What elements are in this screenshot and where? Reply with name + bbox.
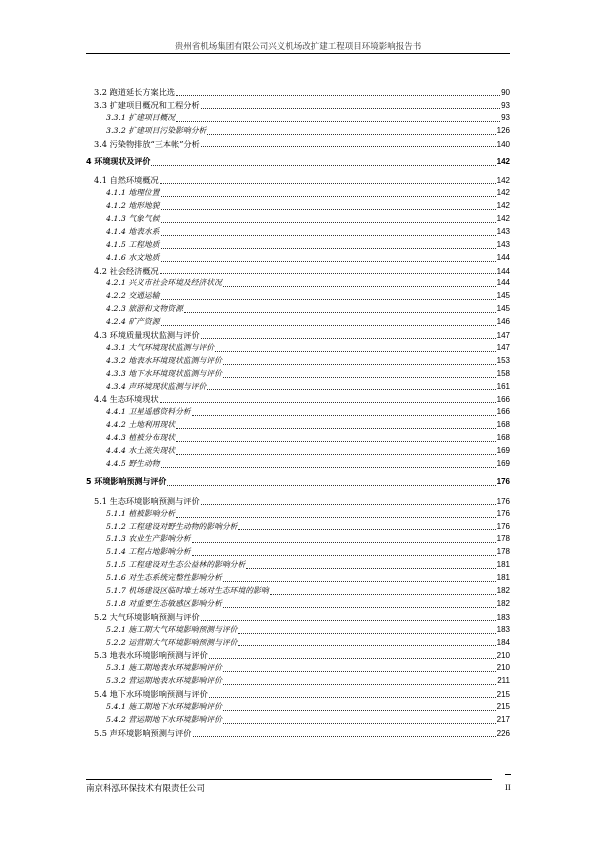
toc-dot-leader bbox=[184, 311, 496, 313]
toc-entry-page: 143 bbox=[496, 239, 510, 249]
toc-entry[interactable] bbox=[86, 495, 510, 508]
toc-entry-page: 210 bbox=[496, 651, 510, 661]
toc-entry-label: 4.1.2 地形地貌 bbox=[106, 201, 160, 211]
toc-entry-page: 142 bbox=[496, 214, 510, 224]
footer-page-number: II bbox=[505, 782, 511, 792]
toc-entry-label: 4.2.3 旅游和文物资源 bbox=[106, 304, 183, 314]
toc-entry[interactable] bbox=[86, 662, 510, 675]
toc-entry-label: 4.4.3 植被分布现状 bbox=[106, 433, 176, 443]
toc-entry[interactable] bbox=[86, 239, 510, 252]
toc-entry[interactable] bbox=[86, 585, 510, 598]
toc-dot-leader bbox=[161, 324, 496, 326]
toc-entry-page: 169 bbox=[496, 446, 510, 456]
toc-entry[interactable] bbox=[86, 381, 510, 394]
toc-entry-label: 4.1.1 地理位置 bbox=[106, 188, 160, 198]
toc-entry-page: 168 bbox=[496, 420, 510, 430]
toc-dot-leader bbox=[176, 516, 496, 518]
toc-entry-page: 182 bbox=[496, 585, 510, 595]
toc-entry[interactable] bbox=[86, 125, 510, 138]
toc-dot-leader bbox=[161, 208, 496, 210]
toc-dot-leader bbox=[238, 632, 495, 634]
toc-dot-leader bbox=[161, 466, 496, 468]
toc-entry[interactable] bbox=[86, 611, 510, 624]
toc-entry-label: 5.3.2 营运期地表水环境影响评价 bbox=[106, 676, 222, 686]
toc-entry[interactable] bbox=[86, 329, 510, 342]
toc-dot-leader bbox=[215, 350, 496, 352]
toc-dot-leader bbox=[207, 388, 495, 390]
toc-entry[interactable] bbox=[86, 99, 510, 112]
toc-entry-page: 176 bbox=[496, 477, 510, 487]
toc-entry-label: 4.2 社会经济概况 bbox=[94, 265, 159, 276]
header-divider bbox=[86, 53, 510, 54]
toc-entry-label: 4.4.4 水土流失现状 bbox=[106, 446, 176, 456]
toc-dot-leader bbox=[160, 272, 496, 274]
toc-entry-label: 4 环境现状及评价 bbox=[86, 156, 151, 166]
toc-entry[interactable] bbox=[86, 445, 510, 458]
toc-entry[interactable] bbox=[86, 406, 510, 419]
toc-entry-label: 5 环境影响预测与评价 bbox=[86, 477, 167, 487]
toc-dot-leader bbox=[209, 657, 496, 659]
toc-dot-leader bbox=[176, 453, 496, 455]
toc-entry[interactable] bbox=[86, 393, 510, 406]
toc-entry-label: 5.4.1 施工期地下水环境影响评价 bbox=[106, 701, 222, 711]
toc-entry-page: 210 bbox=[496, 663, 510, 673]
toc-entry[interactable] bbox=[86, 200, 510, 213]
toc-entry[interactable] bbox=[86, 277, 510, 290]
toc-entry-page: 140 bbox=[496, 139, 510, 149]
toc-entry-page: 181 bbox=[496, 560, 510, 570]
toc-entry-page: 176 bbox=[496, 496, 510, 506]
toc-entry-page: 144 bbox=[496, 252, 510, 262]
toc-entry-page: 184 bbox=[496, 637, 510, 647]
toc-entry[interactable] bbox=[86, 508, 510, 521]
toc-entry-label: 5.4.2 营运期地下水环境影响评价 bbox=[106, 714, 222, 724]
toc-entry[interactable] bbox=[86, 714, 510, 727]
toc-entry[interactable] bbox=[86, 432, 510, 445]
toc-entry-page: 178 bbox=[496, 547, 510, 557]
toc-entry-label: 5.2.2 运营期大气环境影响预测与评价 bbox=[106, 637, 238, 647]
toc-entry-label: 5.4 地下水环境影响预测与评价 bbox=[94, 689, 208, 700]
toc-entry-label: 5.3.1 施工期地表水环境影响评价 bbox=[106, 663, 222, 673]
toc-entry-label: 5.1.1 植被影响分析 bbox=[106, 508, 176, 518]
toc-dot-leader bbox=[161, 247, 496, 249]
toc-entry-page: 169 bbox=[496, 458, 510, 468]
toc-dot-leader bbox=[160, 401, 496, 403]
toc-entry-label: 5.1.4 工程占地影响分析 bbox=[106, 547, 191, 557]
toc-entry-page: 142 bbox=[496, 201, 510, 211]
toc-entry-page: 176 bbox=[496, 508, 510, 518]
toc-dot-leader bbox=[246, 567, 495, 569]
toc-entry-page: 182 bbox=[496, 598, 510, 608]
toc-entry[interactable] bbox=[86, 368, 510, 381]
page-header-title: 贵州省机场集团有限公司兴义机场改扩建工程项目环境影响报告书 bbox=[174, 42, 422, 52]
toc-entry-label: 5.1.3 农业生产影响分析 bbox=[106, 534, 191, 544]
toc-dot-leader bbox=[223, 376, 496, 378]
toc-dot-leader bbox=[223, 606, 496, 608]
toc-entry-page: 168 bbox=[496, 433, 510, 443]
toc-entry-label: 5.1.2 工程建设对野生动物的影响分析 bbox=[106, 521, 238, 531]
toc-dot-leader bbox=[201, 337, 496, 339]
toc-entry-page: 181 bbox=[496, 573, 510, 583]
toc-dot-leader bbox=[176, 427, 496, 429]
toc-dot-leader bbox=[161, 195, 496, 197]
toc-entry-label: 4.3.3 地下水环境现状监测与评价 bbox=[106, 368, 222, 378]
toc-entry-page: 90 bbox=[501, 88, 510, 97]
toc-entry-label: 4.3.1 大气环境现状监测与评价 bbox=[106, 342, 215, 352]
toc-entry-page: 176 bbox=[496, 521, 510, 531]
toc-dot-leader bbox=[201, 503, 496, 505]
toc-dot-leader bbox=[223, 285, 496, 287]
toc-entry[interactable] bbox=[86, 598, 510, 611]
toc-entry[interactable] bbox=[86, 701, 510, 714]
toc-entry-page: 93 bbox=[501, 100, 510, 110]
toc-dot-leader bbox=[167, 484, 495, 486]
toc-entry-label: 3.2 跑道延长方案比选 bbox=[94, 87, 176, 97]
toc-entry-page: 158 bbox=[496, 368, 510, 378]
toc-dot-leader bbox=[192, 414, 496, 416]
toc-dot-leader bbox=[160, 182, 496, 184]
toc-entry[interactable] bbox=[86, 624, 510, 637]
footer-page-mark bbox=[505, 774, 511, 775]
toc-entry[interactable] bbox=[86, 86, 510, 99]
toc-entry-label: 4.2.2 交通运输 bbox=[106, 291, 160, 301]
toc-dot-leader bbox=[151, 164, 495, 166]
toc-entry[interactable] bbox=[86, 546, 510, 559]
toc-entry-page: 215 bbox=[496, 701, 510, 711]
toc-entry-label: 3.3.2 扩建项目污染影响分析 bbox=[106, 125, 207, 135]
toc-entry-page: 142 bbox=[496, 156, 510, 166]
toc-dot-leader bbox=[223, 363, 496, 365]
toc-dot-leader bbox=[270, 593, 496, 595]
toc-entry-page: 153 bbox=[496, 355, 510, 365]
toc-entry[interactable] bbox=[86, 649, 510, 662]
toc-entry-label: 5.2.1 施工期大气环境影响预测与评价 bbox=[106, 624, 238, 634]
toc-entry-page: 183 bbox=[496, 624, 510, 634]
toc-entry-page: 161 bbox=[496, 381, 510, 391]
toc-dot-leader bbox=[201, 107, 500, 109]
toc-entry[interactable] bbox=[86, 419, 510, 432]
toc-entry[interactable] bbox=[86, 533, 510, 546]
toc-entry-page: 147 bbox=[496, 331, 510, 341]
toc-entry[interactable] bbox=[86, 174, 510, 187]
toc-entry-page: 142 bbox=[496, 188, 510, 198]
toc-entry[interactable] bbox=[86, 303, 510, 316]
toc-entry-page: 147 bbox=[496, 342, 510, 352]
toc-dot-leader bbox=[161, 221, 496, 223]
toc-dot-leader bbox=[176, 440, 496, 442]
toc-entry-label: 4.4 生态环境现状 bbox=[94, 394, 159, 405]
toc-entry[interactable] bbox=[86, 476, 510, 489]
footer-company: 南京科泓环保技术有限责任公司 bbox=[86, 784, 206, 794]
toc-entry-page: 144 bbox=[496, 278, 510, 288]
toc-entry-label: 4.1.6 水文地质 bbox=[106, 252, 160, 262]
toc-entry[interactable] bbox=[86, 675, 510, 688]
toc-entry[interactable] bbox=[86, 112, 510, 125]
toc-entry-page: 145 bbox=[496, 304, 510, 314]
toc-entry-page: 178 bbox=[496, 534, 510, 544]
toc-dot-leader bbox=[223, 683, 496, 685]
toc-entry[interactable] bbox=[86, 138, 510, 151]
toc-entry-label: 3.4 污染物排放“三本帐”分析 bbox=[94, 138, 200, 149]
toc-dot-leader bbox=[161, 298, 496, 300]
toc-entry[interactable] bbox=[86, 226, 510, 239]
toc-entry[interactable] bbox=[86, 688, 510, 701]
toc-entry[interactable] bbox=[86, 290, 510, 303]
toc-entry-label: 5.3 地表水环境影响预测与评价 bbox=[94, 650, 208, 661]
toc-entry[interactable] bbox=[86, 727, 510, 740]
toc-entry[interactable] bbox=[86, 521, 510, 534]
toc-entry[interactable] bbox=[86, 458, 510, 471]
toc-entry-page: 126 bbox=[496, 125, 510, 135]
toc-entry[interactable] bbox=[86, 187, 510, 200]
toc-entry-label: 4.4.2 土地利用现状 bbox=[106, 420, 176, 430]
toc-dot-leader bbox=[193, 735, 496, 737]
toc-entry-label: 4.3 环境质量现状监测与评价 bbox=[94, 330, 200, 341]
toc-entry-page: 226 bbox=[496, 728, 510, 738]
table-of-contents bbox=[86, 86, 510, 740]
toc-dot-leader bbox=[238, 528, 495, 530]
toc-entry-label: 3.3.1 扩建项目概况 bbox=[106, 112, 176, 122]
toc-entry-page: 146 bbox=[496, 317, 510, 327]
toc-entry-label: 4.1.4 地表水系 bbox=[106, 226, 160, 236]
toc-entry-page: 145 bbox=[496, 291, 510, 301]
toc-entry[interactable] bbox=[86, 559, 510, 572]
toc-entry-label: 4.3.4 声环境现状监测与评价 bbox=[106, 381, 207, 391]
toc-entry[interactable] bbox=[86, 252, 510, 265]
toc-entry[interactable] bbox=[86, 213, 510, 226]
toc-dot-leader bbox=[207, 133, 495, 135]
toc-entry-label: 5.5 声环境影响预测与评价 bbox=[94, 727, 192, 738]
toc-entry-page: 142 bbox=[496, 176, 510, 186]
toc-entry-label: 5.1.7 机场建设区临时堆土场对生态环境的影响 bbox=[106, 585, 269, 595]
toc-entry[interactable] bbox=[86, 316, 510, 329]
toc-entry-label: 4.1 自然环境概况 bbox=[94, 175, 159, 186]
toc-entry-page: 217 bbox=[496, 714, 510, 724]
toc-entry-label: 5.2 大气环境影响预测与评价 bbox=[94, 611, 200, 622]
toc-dot-leader bbox=[192, 554, 496, 556]
toc-entry-page: 166 bbox=[496, 395, 510, 405]
toc-entry[interactable] bbox=[86, 265, 510, 278]
toc-entry[interactable] bbox=[86, 342, 510, 355]
toc-dot-leader bbox=[201, 145, 496, 147]
toc-entry-page: 144 bbox=[496, 266, 510, 276]
toc-dot-leader bbox=[176, 120, 500, 122]
toc-entry[interactable] bbox=[86, 572, 510, 585]
toc-entry-page: 143 bbox=[496, 226, 510, 236]
toc-entry-label: 4.1.5 工程地质 bbox=[106, 239, 160, 249]
toc-entry-label: 4.3.2 地表水环境现状监测与评价 bbox=[106, 355, 222, 365]
toc-entry-label: 4.2.4 矿产资源 bbox=[106, 317, 160, 327]
toc-dot-leader bbox=[238, 644, 495, 646]
toc-entry-page: 211 bbox=[497, 676, 510, 686]
toc-entry-label: 4.4.1 卫星遥感资料分析 bbox=[106, 407, 191, 417]
toc-entry-label: 5.1.6 对生态系统完整性影响分析 bbox=[106, 573, 222, 583]
toc-entry-page: 93 bbox=[501, 112, 510, 122]
toc-entry-label: 4.1.3 气象气候 bbox=[106, 214, 160, 224]
toc-entry-label: 4.4.5 野生动物 bbox=[106, 458, 160, 468]
toc-entry-page: 166 bbox=[496, 407, 510, 417]
toc-dot-leader bbox=[161, 234, 496, 236]
toc-dot-leader bbox=[223, 722, 496, 724]
toc-dot-leader bbox=[209, 696, 496, 698]
toc-dot-leader bbox=[192, 541, 496, 543]
toc-entry[interactable] bbox=[86, 355, 510, 368]
toc-entry-page: 183 bbox=[496, 612, 510, 622]
toc-entry-label: 5.1 生态环境影响预测与评价 bbox=[94, 495, 200, 506]
toc-dot-leader bbox=[201, 619, 496, 621]
toc-dot-leader bbox=[223, 580, 496, 582]
toc-dot-leader bbox=[223, 709, 496, 711]
toc-dot-leader bbox=[176, 94, 500, 96]
toc-entry-page: 215 bbox=[496, 690, 510, 700]
footer-divider bbox=[86, 779, 492, 780]
toc-entry-label: 3.3 扩建项目概况和工程分析 bbox=[94, 99, 200, 110]
toc-entry-label: 5.1.5 工程建设对生态公益林的影响分析 bbox=[106, 560, 246, 570]
toc-entry[interactable] bbox=[86, 637, 510, 650]
toc-entry[interactable] bbox=[86, 156, 510, 169]
toc-dot-leader bbox=[223, 670, 496, 672]
toc-entry-label: 5.1.8 对重要生态敏感区影响分析 bbox=[106, 598, 222, 608]
toc-entry-label: 4.2.1 兴义市社会环境及经济状况 bbox=[106, 278, 222, 288]
toc-dot-leader bbox=[161, 260, 496, 262]
